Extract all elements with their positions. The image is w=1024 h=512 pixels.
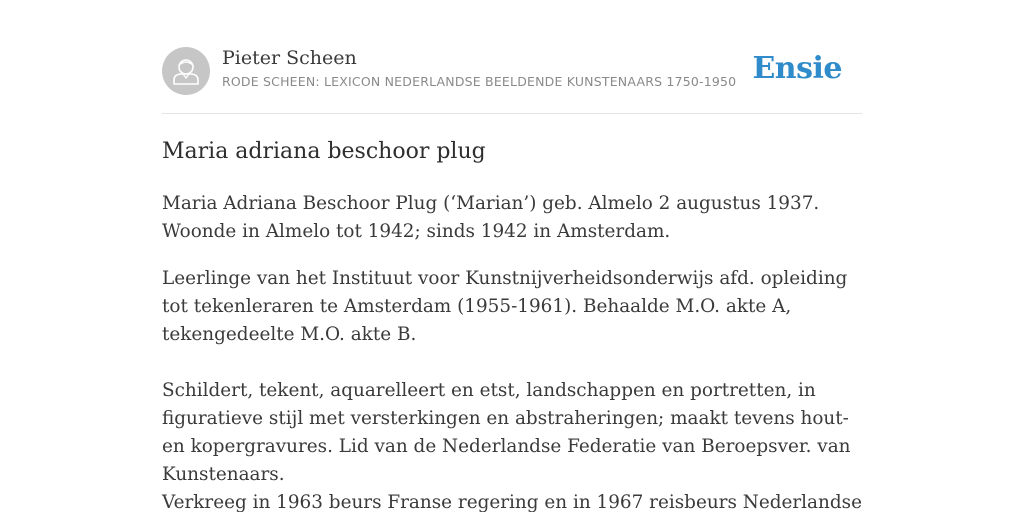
ensie-logo[interactable]: Ensie (752, 51, 842, 86)
author-avatar[interactable] (162, 47, 210, 95)
header-divider (162, 113, 862, 114)
article-paragraph: Leerlinge van het Instituut voor Kunstnijverheidsonderwijs afd. opleiding tot tekenleraren te Amsterdam (1955-1961). Behaalde M.O. akte A, tekengedeelte M.O. akte B. (162, 268, 848, 345)
page-title: Maria adriana beschoor plug (162, 139, 486, 164)
article-paragraph: Maria Adriana Beschoor Plug (‘Marian’) geb. Almelo 2 augustus 1937. Woonde in Almelo tot 1942; sinds 1942 in Amsterdam. (162, 193, 820, 242)
source-lexicon[interactable]: RODE SCHEEN: LEXICON NEDERLANDSE BEELDENDE KUNSTENAARS 1750-1950 (222, 74, 737, 89)
article-paragraph: Verkreeg in 1963 beurs Franse regering en in 1967 reisbeurs Nederlandse (162, 492, 862, 512)
article-header (162, 46, 862, 96)
author-name[interactable]: Pieter Scheen (222, 47, 357, 69)
article-paragraph: Schildert, tekent, aquarelleert en etst, landschappen en portretten, in figuratieve stijl met versterkingen en abstraheringen; maakt tevens hout- en kopergravures. Lid van de Nederlandse Federatie van Beroepsver. van Kunstenaars. (162, 380, 851, 485)
user-icon (162, 47, 210, 95)
